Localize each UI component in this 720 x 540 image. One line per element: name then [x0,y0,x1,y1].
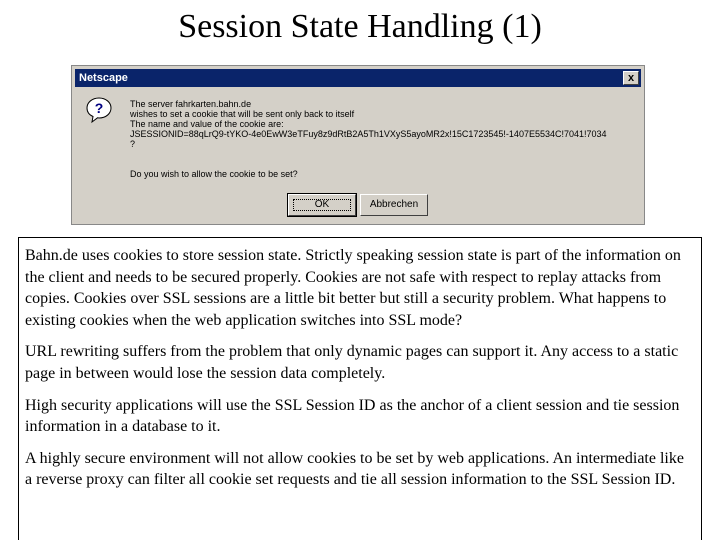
message-line: wishes to set a cookie that will be sent only back to itself [130,109,355,119]
message-line: ? [130,139,136,149]
cancel-button-label: Abbrechen [369,199,419,210]
message-line: JSESSIONID=88qLrQ9-tYKO-4e0EwW3eTFuy8z9dRtB2A5Th1VXyS5ayoMR2x!15C1723545!-1407E5534C!7041!7034 [130,129,607,139]
paragraph-url-rewriting: URL rewriting suffers from the problem that only dynamic pages can support it. Any access to a static page in between would lose the session data completely. [25,343,679,382]
question-icon [85,96,113,124]
close-button[interactable] [623,71,639,85]
close-icon: x [627,72,635,84]
dialog-title: Netscape [79,72,128,84]
cancel-button[interactable] [360,194,428,216]
paragraph-ssl-session-id: High security applications will use the SSL Session ID as the anchor of a client session and tie session information in a database to it. [25,396,680,436]
ok-button[interactable] [288,194,356,216]
slide-title: Session State Handling (1) [178,8,542,45]
message-line: The name and value of the cookie are: [130,119,284,129]
dialog-question: Do you wish to allow the cookie to be set? [130,169,298,179]
ok-button-label: OK [314,199,330,210]
cookie-dialog [71,65,645,225]
paragraph-reverse-proxy: A highly secure environment will not allow cookies to be set by web applications. An intermediate like a reverse proxy can filter all cookie set requests and tie all session information to the SSL Session ID. [25,449,684,489]
focus-rect [293,199,351,211]
paragraph-cookies: Bahn.de uses cookies to store session state. Strictly speaking session state is part of the information on the client and needs to be secured properly. Cookies are not safe with respect to replay attacks from copies. Cookies over SSL sessions are a little bit better but still a security problem. What happens to existing cookies when the web application switches into SSL mode? [25,247,681,329]
dialog-titlebar[interactable] [75,69,641,87]
body-text-box [18,237,702,540]
message-line: The server fahrkarten.bahn.de [130,99,252,109]
dialog-message [130,99,635,149]
svg-text:?: ? [94,100,104,116]
